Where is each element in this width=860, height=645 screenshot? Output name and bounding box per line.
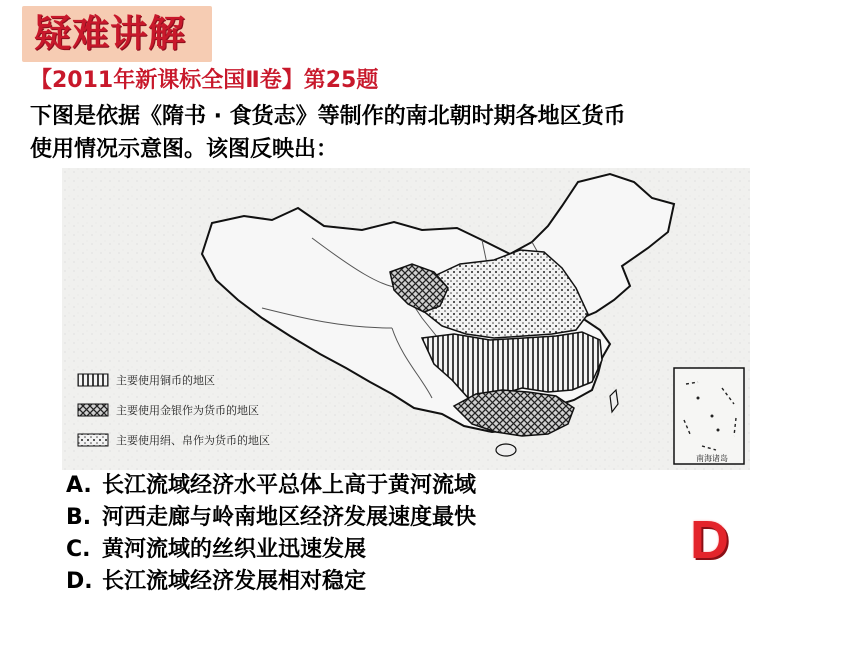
- currency-map: [62, 168, 750, 470]
- legend-swatch-silk: [78, 434, 108, 446]
- option-letter: D.: [66, 569, 93, 594]
- option-d[interactable]: [66, 566, 476, 598]
- legend-label-copper: 主要使用铜币的地区: [116, 374, 215, 387]
- hainan-island: [496, 444, 516, 456]
- map-figure: [62, 168, 750, 470]
- answer-options: [66, 470, 476, 598]
- option-a[interactable]: [66, 470, 476, 502]
- option-c[interactable]: [66, 534, 476, 566]
- stem-line-1: 下图是依据《隋书 · 食货志》等制作的南北朝时期各地区货币: [30, 104, 626, 129]
- inset-island: [717, 429, 720, 432]
- section-title: 疑难讲解: [34, 12, 186, 55]
- inset-frame: [674, 368, 744, 464]
- stem-line-2: 使用情况示意图。该图反映出：: [30, 137, 339, 162]
- option-text: 河西走廊与岭南地区经济发展速度最快: [102, 505, 477, 530]
- inset-island: [711, 415, 714, 418]
- option-b[interactable]: [66, 502, 476, 534]
- question-stem: [30, 100, 830, 166]
- legend-label-silk: 主要使用绢、帛作为货币的地区: [116, 434, 270, 447]
- option-text: 黄河流域的丝织业迅速发展: [102, 537, 367, 562]
- inset-label: 南海诸岛: [696, 454, 728, 463]
- option-letter: C.: [66, 537, 91, 562]
- legend-swatch-copper: [78, 374, 108, 386]
- legend-swatch-gold-silver: [78, 404, 108, 416]
- question-id: 【2011年新课标全国Ⅱ卷】第25题: [30, 68, 379, 93]
- legend-label-gold-silver: 主要使用金银作为货币的地区: [116, 404, 259, 417]
- option-letter: A.: [66, 473, 92, 498]
- inset-island: [697, 397, 700, 400]
- option-letter: B.: [66, 505, 92, 530]
- option-text: 长江流域经济水平总体上高于黄河流域: [102, 473, 477, 498]
- answer-letter: D: [690, 510, 729, 570]
- option-text: 长江流域经济发展相对稳定: [102, 569, 367, 594]
